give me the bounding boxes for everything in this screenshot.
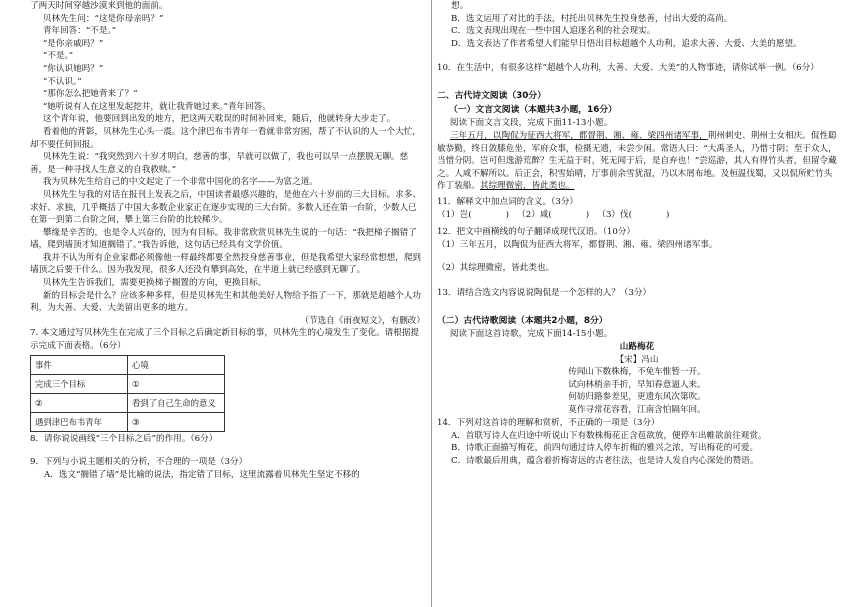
story-line: 我为贝林先生给自己的中文起定了一个非常中国化的名字——为富之道。: [42, 177, 318, 188]
left-column: [30, 0, 425, 482]
question-11-items: [437, 209, 837, 222]
poem-title: 山路梅花: [619, 341, 655, 352]
right-column: [437, 0, 837, 467]
question-9: 9．下列与小说主题相关的分析，不合理的一项是（3分）: [30, 457, 248, 468]
table-cell: 完成三个目标: [31, 375, 128, 394]
question-9-option-c: C．选文表现出现在一些中国人追逐名利的社会现实。: [451, 26, 656, 37]
column-divider: [431, 0, 432, 607]
table-row: [31, 375, 225, 394]
q11-item-2-close: ): [585, 209, 590, 220]
q11-item-3: （3）伐(: [597, 209, 632, 220]
question-12-1: （1）三年五月，以陶侃为征西大将军，都督荆、湘、雍、梁四州诸军事。: [437, 239, 718, 250]
story-line: 青年回答：“不是。”: [42, 26, 117, 37]
story-line: 贝林先生说：“我突然到六十岁才明白，慈善的事，早就可以做了，我也可以早一点摆脱无聊。慈善，是一种寻找人生意义的自我救赎。”: [30, 152, 409, 175]
story-line: 新的目标会是什么？应该多种多样，但是贝林先生和其他美好人物给予指了一下，那就是超越个人功利，为大善、大爱、大美留出更多的地方。: [30, 290, 422, 314]
story-line: “你认识她吗？”: [42, 63, 104, 74]
section-2-1-intro: 阅读下面文言文段，完成下面11-13小题。: [449, 118, 613, 129]
story-line: 攀缘是辛苦的，也是令人兴奋的，因为有目标。我非常欣赏贝林先生说的一句话：“我把梯子搁错了墙，爬到墙顶才知道搁错了。”我告诉他，这句话已经具有文学价值。: [30, 227, 417, 251]
underlined-sentence-1: 三年五月，以陶侃为征西大将军，都督荆、湘、雍、梁四州诸军事，: [449, 130, 708, 141]
question-14-option-a: A．首联写诗人在归途中听说山下有数株梅花正含苞欲放，便停车出帷欲前往观赏。: [451, 430, 767, 441]
table-header-row: [31, 356, 225, 375]
table-cell: ③: [128, 413, 225, 432]
table-cell: ②: [31, 394, 128, 413]
section-2-2-title: （二）古代诗歌阅读（本题共2小题，8分）: [437, 315, 608, 326]
question-9-option-a-cont: 想。: [451, 1, 469, 11]
wenyan-text: 荆州刺史、荆州士女相庆。侃性聪敏恭勤，终日敛膝危坐，军府众事，检摄无遗，未尝少闲。常语人曰：“大禹圣人，乃惜寸阴；至于众人，当惜分阴。岂可但逸游荒醉？生无益于时，死无闻于后，是自弃也！”尝巡游，其人有得竹头者，但留令藏之。人咸不解所以。后正会，积雪始晴，厅事前余雪犹湿，乃以木屑布地。及桓温伐蜀，又以侃所贮竹头作丁装船。: [437, 130, 837, 192]
poem-line: 试向林梢亲手折，早知春意逼人来。: [568, 379, 706, 390]
question-12-2: （2）其综理微密，皆此类也。: [437, 262, 555, 273]
story-line: 看着他的背影，贝林先生心头一震。这个津巴布韦青年一看就非常穷困，帮了不认识的人一个大忙，却不要任何回报。: [30, 126, 422, 150]
section-2-1-title: （一）文言文阅读（本题共3小题，16分）: [449, 105, 617, 116]
section-2-2-intro: 阅读下面这首诗歌，完成下面14-15小题。: [449, 328, 613, 339]
q11-item-3-close: ): [665, 209, 670, 220]
table-header: 心境: [128, 356, 225, 375]
table-row: [31, 413, 225, 432]
story-line: “不认识。”: [42, 76, 82, 87]
story-line: 我并不认为所有企业家都必须像他一样最终都要全然投身慈善事业，但是我希望大家经常想想，爬到墙顶之后要干什么。因为我发现，很多人还没有攀到高处，在半道上就已经感到无聊了。: [30, 252, 422, 276]
mood-table: [30, 355, 225, 432]
question-13: 13．请结合选文内容说说陶侃是一个怎样的人？（3分）: [437, 287, 652, 298]
story-line: “那你怎么把她背来了？”: [42, 89, 138, 100]
underlined-sentence-2a: 其综理微密，: [479, 181, 532, 192]
q11-item-1-close: ): [505, 209, 509, 220]
q11-item-1: （1）岂(: [437, 209, 472, 220]
question-9-option-d: D．选文表达了作者希望人们能早日悟出目标超越个人功利，追求大善、大爱、大美的愿望。: [451, 38, 802, 49]
underlined-sentence-2b: 皆此类也。: [531, 181, 575, 192]
story-line: “是你亲戚吗？”: [42, 38, 104, 49]
question-10: 10．在生活中，有很多这样“超越个人功利，大善、大爱、大美”的人物事迹，请你试举一例。（6分）: [437, 63, 819, 74]
question-9-option-a: A．选文“搁错了墙”是比喻的说法，指定错了目标，这里流露着贝林先生坚定不移的: [44, 470, 360, 481]
poem-line: 何妨归路参差见，更遗东风次第吹。: [568, 392, 706, 403]
poem-line: 传闻山下数株梅，不免车惟暂一开。: [568, 367, 706, 378]
question-8: 8．请你说说画线“三个目标之后”的作用。（6分）: [30, 434, 218, 445]
question-9-option-b: B．选文运用了对比的手法，村托出贝林先生投身慈善，付出大爱的高尚。: [451, 13, 733, 24]
story-line: 贝林先生问：“这是你母亲吗？”: [42, 13, 164, 24]
poem-line: 莫作寻常花容看，江南含怕隔年回。: [568, 404, 706, 415]
question-14-option-c: C．诗歌最后用典，蕴含着折梅寄远的古老往法，也是诗人发自内心深处的赞语。: [451, 455, 759, 466]
wenyan-passage: [437, 130, 837, 193]
poem-author: 【宋】冯山: [615, 354, 659, 365]
table-cell: ①: [128, 375, 225, 394]
story-line: 贝林先生告诉我们，需要更换梯子搁置的方向，更换目标。: [42, 278, 267, 289]
story-line: 贝林先生与我的对话在报刊上发表之后，中国读者最感兴趣的，是他在六十岁前的三大目标。求多、求好、求独，几乎概括了中国大多数企业家正在逐步实现的三大台阶。多数人还在第一台阶，少数人已在第一到第二台阶之间，攀上第三台阶的比较稀少。: [30, 189, 422, 226]
q11-item-2: （2）咸(: [517, 209, 552, 220]
section-2-title: 二、古代诗文阅读（30分）: [437, 91, 547, 102]
story-line: 了两天时间穿越沙漠来到他的面前。: [30, 1, 168, 11]
question-11: 11．解释文中加点词的含义。（3分）: [437, 196, 579, 207]
table-header: 事件: [31, 356, 128, 375]
table-cell: 看到了自己生命的意义: [128, 394, 225, 413]
table-cell: 遇到津巴布韦青年: [31, 413, 128, 432]
story-line: 这个青年说，他要回到出发的地方，把这两天耽误的时间补回来，随后，他就转身大步走了。: [42, 114, 396, 125]
question-12: 12．把文中画横线的句子翻译成现代汉语。（10分）: [437, 226, 636, 237]
question-14-option-b: B．诗歌正面描写梅花，前四句通过诗人停车折梅的雅兴之浓，写出梅花的可爱。: [451, 443, 759, 454]
story-source: （节选自《雨夜短文》，有删改）: [300, 315, 425, 326]
story-line: “不是。”: [42, 51, 74, 62]
table-row: [31, 394, 225, 413]
question-14: 14．下列对这首诗的理解和赏析，不正确的一项是（3分）: [437, 417, 660, 428]
story-line: “她听说有人在这里发起挖井，就让我背她过来。”青年回答。: [42, 101, 271, 112]
question-7: 7. 本文通过写贝林先生在完成了三个目标之后确定新目标的事，贝林先生的心境发生了变化。请根据提示完成下面表格。（6分）: [30, 328, 420, 352]
